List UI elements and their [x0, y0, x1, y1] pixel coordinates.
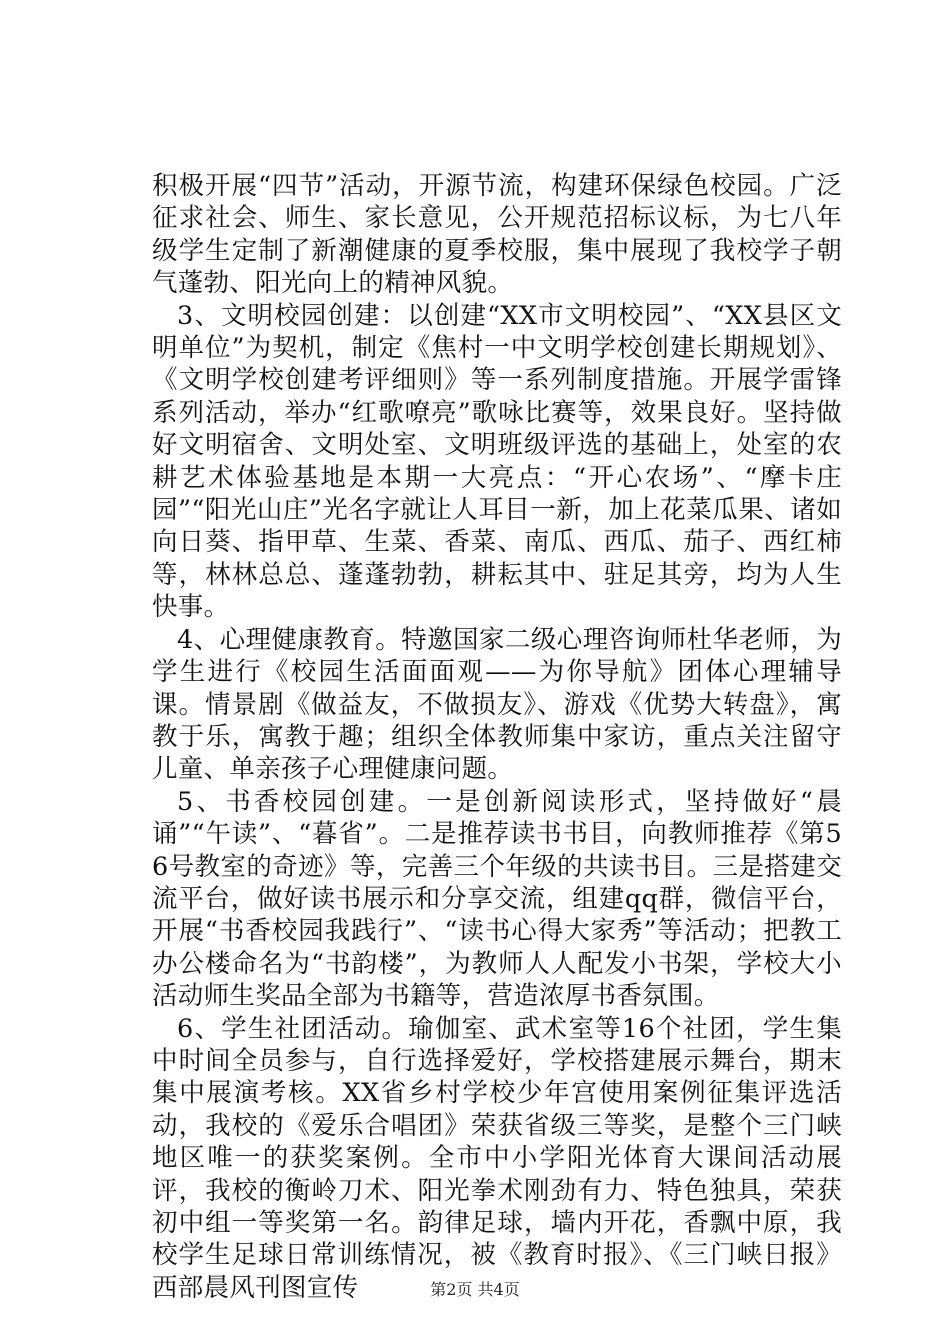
paragraph-student-clubs: 6、学生社团活动。瑜伽室、武术室等16个社团，学生集中时间全员参与，自行选择爱好，学校搭建展示舞台，期末集中展演考核。XX省乡村学校少年宫使用案例征集评选活动，我校的《爱乐合唱团》荣获省级三等奖，是整个三门峡地区唯一的获奖案例。全市中小学阳光体育大课间活动展评，我校的衡岭刀术、阳光拳术刚劲有力、特色独具，荣获初中组一等奖第一名。韵律足球，墙内开花，香飘中原，我校学生足球日常训练情况，被《教育时报》、《三门峡日报》西部晨风刊图宣传: [152, 1013, 842, 1303]
page-footer: 第2页 共4页: [430, 1280, 520, 1299]
paragraph-scholarly-campus: 5、书香校园创建。一是创新阅读形式，坚持做好“晨诵”“午读”、“暮省”。二是推荐读书书目，向教师推荐《第56号教室的奇迹》等，完善三个年级的共读书目。三是搭建交流平台，做好读书展示和分享交流，组建qq群，微信平台，开展“书香校园我践行”、“读书心得大家秀”等活动；把教工办公楼命名为“书韵楼”，为教师人人配发小书架，学校大小活动师生奖品全部为书籍等，营造浓厚书香氛围。: [152, 786, 842, 1012]
paragraph-civilized-campus: 3、文明校园创建：以创建“XX市文明校园”、“XX县区文明单位”为契机，制定《焦村一中文明学校创建长期规划》、《文明学校创建考评细则》等一系列制度措施。开展学雷锋系列活动，举办“红歌嘹亮”歌咏比赛等，效果良好。坚持做好文明宿舍、文明处室、文明班级评选的基础上，处室的农耕艺术体验基地是本期一大亮点：“开心农场”、“摩卡庄园”“阳光山庄”光名字就让人耳目一新，加上花菜瓜果、诸如向日葵、指甲草、生菜、香菜、南瓜、西瓜、茄子、西红柿等，林林总总、蓬蓬勃勃，耕耘其中、驻足其旁，均为人生快事。: [152, 300, 842, 623]
document-body: [152, 170, 842, 1304]
paragraph-school-uniform: 积极开展“四节”活动，开源节流，构建环保绿色校园。广泛征求社会、师生、家长意见，公开规范招标议标，为七八年级学生定制了新潮健康的夏季校服，集中展现了我校学子朝气蓬勃、阳光向上的精神风貌。: [152, 171, 842, 299]
paragraph-mental-health: 4、心理健康教育。特邀国家二级心理咨询师杜华老师，为学生进行《校园生活面面观——为你导航》团体心理辅导课。情景剧《做益友，不做损友》、游戏《优势大转盘》，寓教于乐，寓教于趣；组织全体教师集中家访，重点关注留守儿童、单亲孩子心理健康问题。: [152, 624, 842, 785]
